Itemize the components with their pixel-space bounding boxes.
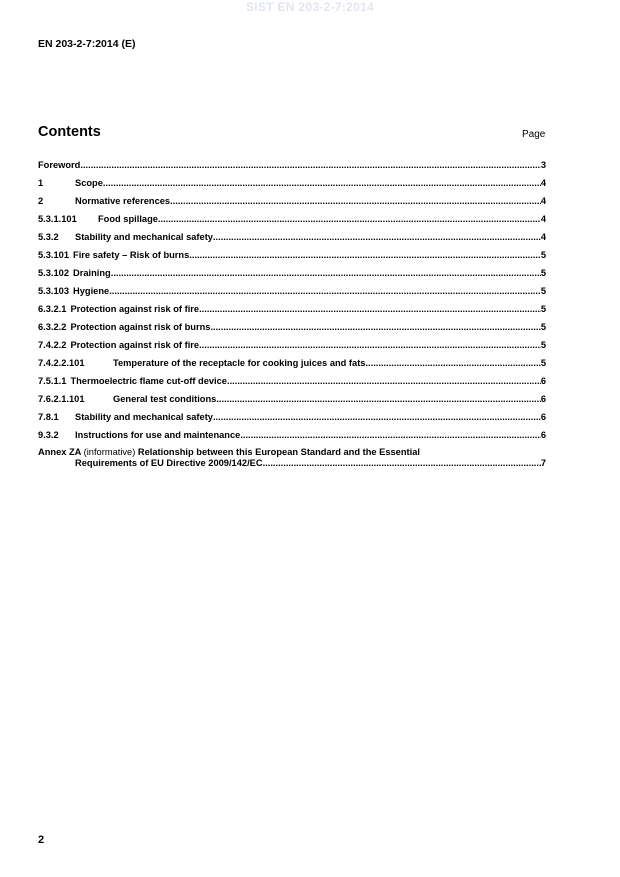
- toc-entry-page: 5: [540, 322, 546, 332]
- toc-entry[interactable]: [38, 248, 546, 266]
- toc-entry-number: 7.5.1.1: [38, 376, 67, 386]
- toc-entry-page: 5: [540, 304, 546, 314]
- dot-leader: [80, 159, 540, 171]
- dot-leader: [210, 321, 540, 333]
- dot-leader: [109, 285, 541, 297]
- toc-entry-page: 3: [540, 160, 546, 170]
- dot-leader: [199, 339, 541, 351]
- dot-leader: [227, 375, 541, 387]
- toc-entry-label: Thermoelectric flame cut-off device: [70, 376, 227, 386]
- toc-entry-number: 7.4.2.2.101: [38, 358, 85, 368]
- toc-entry-number: 9.3.2: [38, 430, 59, 440]
- dot-leader: [111, 267, 541, 279]
- toc-entry[interactable]: [38, 320, 546, 338]
- toc-entry-page: 4: [540, 178, 546, 188]
- dot-leader: [213, 231, 541, 243]
- toc-entry-page: 5: [540, 358, 546, 368]
- document-id: EN 203-2-7:2014 (E): [38, 38, 136, 50]
- toc-entry[interactable]: [38, 176, 546, 194]
- toc-entry-label: Normative references: [75, 196, 171, 206]
- toc-entry[interactable]: [38, 392, 546, 410]
- toc-entry-page: 6: [540, 376, 546, 386]
- toc-entry-page: 4: [540, 232, 546, 242]
- toc-entry-number: 6.3.2.2: [38, 322, 67, 332]
- annex-page: 7: [540, 458, 546, 468]
- toc-entry-label: Foreword: [38, 160, 81, 170]
- toc-entry[interactable]: [38, 212, 546, 230]
- toc-entry-number: 5.3.103: [38, 286, 70, 296]
- toc-entry[interactable]: [38, 428, 546, 446]
- dot-leader: [213, 411, 541, 423]
- toc-entry-number: 1: [38, 178, 44, 188]
- toc-entry-label: Instructions for use and maintenance: [75, 430, 241, 440]
- toc-entry[interactable]: [38, 374, 546, 392]
- toc-entry-label: General test conditions: [113, 394, 217, 404]
- toc-entry-page: 5: [540, 340, 546, 350]
- toc-entry[interactable]: [38, 230, 546, 248]
- toc-entry-label: Scope: [75, 178, 103, 188]
- toc-entry-label: Protection against risk of fire: [70, 340, 200, 350]
- toc-entry-number: 5.3.2: [38, 232, 59, 242]
- toc-entry-page: 4: [540, 196, 546, 206]
- toc-entry[interactable]: [38, 158, 546, 176]
- contents-title: Contents: [38, 124, 101, 140]
- page-number: 2: [38, 834, 45, 846]
- toc-entry[interactable]: [38, 284, 546, 302]
- toc-entry-label: Stability and mechanical safety: [75, 412, 213, 422]
- dot-leader: [263, 458, 541, 469]
- dot-leader: [103, 177, 541, 189]
- toc-entry-label: Protection against risk of burns: [70, 322, 211, 332]
- toc-entry[interactable]: [38, 194, 546, 212]
- toc-entry-page: 4: [540, 214, 546, 224]
- toc-entry-page: 5: [540, 250, 546, 260]
- toc-entry[interactable]: [38, 338, 546, 356]
- toc-entry-number: 5.3.102: [38, 268, 70, 278]
- toc-entry-number: 7.8.1: [38, 412, 59, 422]
- annex-prefix: Annex ZA: [38, 447, 82, 457]
- toc-entry-label: Draining: [73, 268, 111, 278]
- dot-leader: [365, 357, 540, 369]
- toc-entry-page: 5: [540, 268, 546, 278]
- toc-entry-label: Fire safety – Risk of burns: [73, 250, 190, 260]
- toc-entry-label: Temperature of the receptacle for cooking juices and fats: [113, 358, 366, 368]
- toc-entry-label: Hygiene: [73, 286, 110, 296]
- dot-leader: [158, 213, 541, 225]
- toc-entry-number: 5.3.1.101: [38, 214, 77, 224]
- dot-leader: [189, 249, 541, 261]
- toc-entry[interactable]: [38, 266, 546, 284]
- watermark: SIST EN 203-2-7:2014: [245, 0, 375, 14]
- toc-entry-page: 6: [540, 394, 546, 404]
- toc-entry-page: 6: [540, 430, 546, 440]
- toc-entry-page: 6: [540, 412, 546, 422]
- dot-leader: [240, 429, 541, 441]
- toc-entry-number: 6.3.2.1: [38, 304, 67, 314]
- toc-entry[interactable]: [38, 302, 546, 320]
- toc-entry-label: Food spillage: [98, 214, 158, 224]
- toc-entry-page: 5: [540, 286, 546, 296]
- toc-entry-number: 7.6.2.1.101: [38, 394, 85, 404]
- annex-title-line2: Requirements of EU Directive 2009/142/EC: [75, 458, 263, 468]
- toc-entry[interactable]: [38, 410, 546, 428]
- dot-leader: [199, 303, 541, 315]
- toc-entry-label: Stability and mechanical safety: [75, 232, 213, 242]
- dot-leader: [170, 195, 541, 207]
- dot-leader: [216, 393, 541, 405]
- annex-title-line1: Relationship between this European Standard and the Essential: [137, 447, 420, 457]
- toc-entry-number: 2: [38, 196, 44, 206]
- toc-entry-number: 7.4.2.2: [38, 340, 67, 350]
- table-of-contents: [38, 158, 546, 469]
- toc-entry-number: 5.3.101: [38, 250, 70, 260]
- toc-entry[interactable]: [38, 356, 546, 374]
- annex-qualifier: (informative): [83, 447, 136, 457]
- toc-entry-annex-za[interactable]: [38, 447, 546, 469]
- toc-entry-label: Protection against risk of fire: [70, 304, 200, 314]
- page-column-label: Page: [522, 129, 546, 140]
